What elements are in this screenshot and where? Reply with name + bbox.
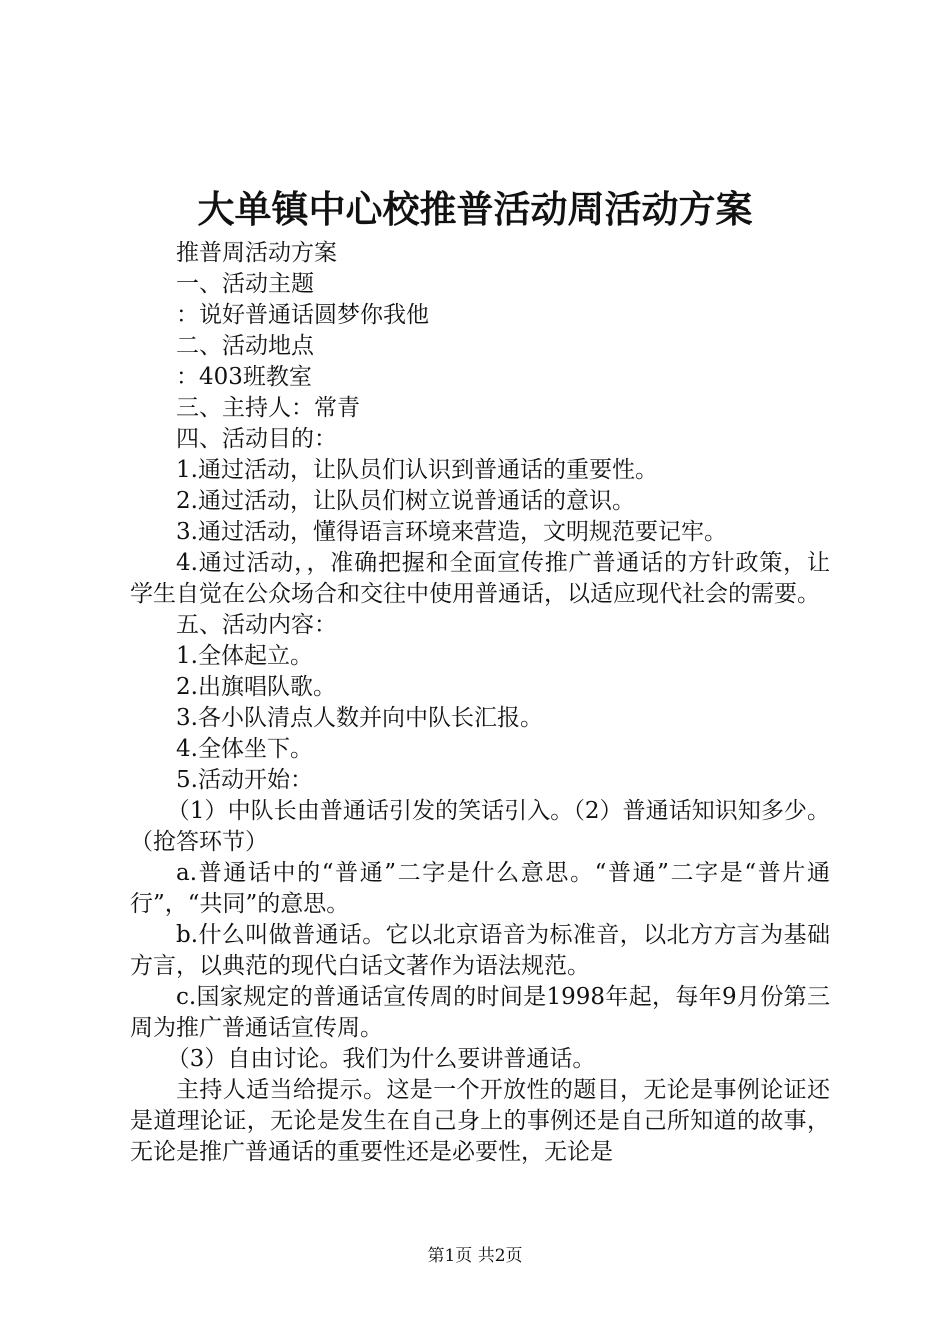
- document-title: 大单镇中心校推普活动周活动方案: [197, 187, 753, 231]
- paragraph-21: c.国家规定的普通话宣传周的时间是1998年起，每年9月份第三周为推广普通话宣传周。: [130, 984, 830, 1041]
- paragraph-19: a.普通话中的“普通”二字是什么意思。“普通”二字是“普片通行”，“共同”的意思。: [130, 860, 830, 917]
- paragraph-12: 五、活动内容：: [176, 612, 337, 638]
- paragraph-7: 四、活动目的：: [176, 426, 337, 452]
- paragraph-13: 1.全体起立。: [176, 643, 313, 669]
- paragraph-11: 4.通过活动，，准确把握和全面宣传推广普通话的方针政策，让学生自觉在公众场合和交往中使用普通话，以适应现代社会的需要。: [130, 550, 830, 607]
- paragraph-23: 主持人适当给提示。这是一个开放性的题目，无论是事例论证还是道理论证，无论是发生在自己身上的事例还是自己所知道的故事，无论是推广普通话的重要性还是必要性，无论是: [130, 1077, 830, 1165]
- page-footer: 第1页 共2页: [427, 1246, 523, 1266]
- paragraph-8: 1.通过活动，让队员们认识到普通话的重要性。: [176, 457, 658, 483]
- paragraph-14: 2.出旗唱队歌。: [176, 674, 336, 700]
- document-body: [130, 238, 830, 1168]
- paragraph-15: 3.各小队清点人数并向中队长汇报。: [176, 705, 543, 731]
- paragraph-9: 2.通过活动，让队员们树立说普通话的意识。: [176, 488, 635, 514]
- paragraph-6: 三、主持人：常青: [176, 395, 360, 421]
- paragraph-16: 4.全体坐下。: [176, 736, 313, 762]
- paragraph-3: ：说好普通话圆梦你我他: [176, 302, 429, 328]
- paragraph-2: 一、活动主题: [176, 271, 314, 297]
- paragraph-1: 推普周活动方案: [176, 240, 337, 266]
- paragraph-17: 5.活动开始：: [176, 767, 313, 793]
- paragraph-4: 二、活动地点: [176, 333, 314, 359]
- paragraph-10: 3.通过活动，懂得语言环境来营造，文明规范要记牢。: [176, 519, 727, 545]
- paragraph-20: b.什么叫做普通话。它以北京语音为标准音，以北方方言为基础方言，以典范的现代白话文著作为语法规范。: [130, 922, 830, 979]
- paragraph-18: （1）中队长由普通话引发的笑话引入。（2）普通话知识知多少。（抢答环节）: [130, 798, 830, 855]
- paragraph-5: ：403班教室: [176, 364, 312, 390]
- paragraph-22: （3）自由讨论。我们为什么要讲普通话。: [166, 1046, 596, 1072]
